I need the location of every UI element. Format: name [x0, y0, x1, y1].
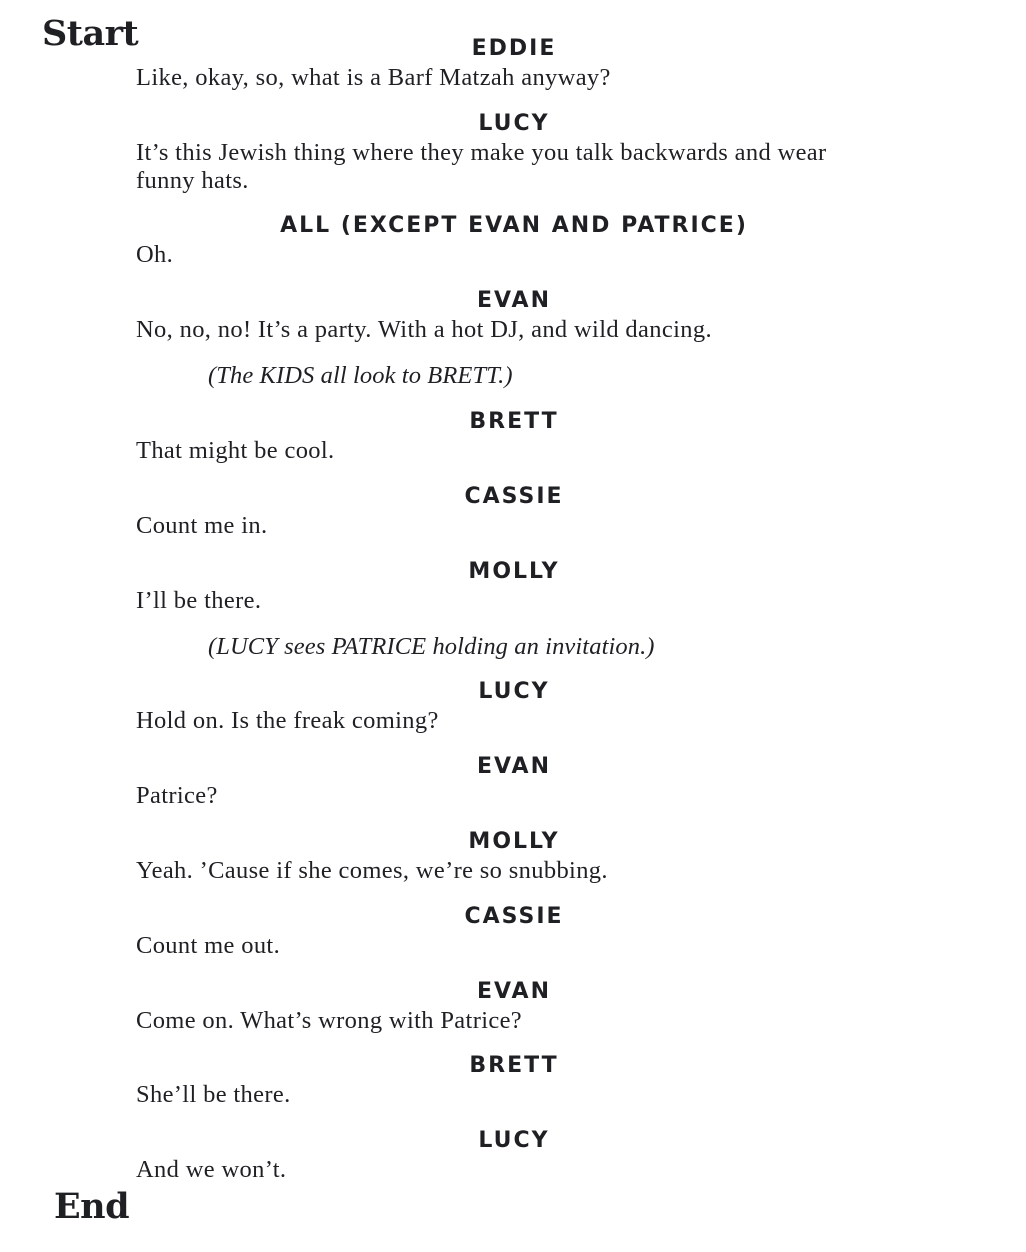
- speaker-name: LUCY: [478, 111, 550, 136]
- speaker-name: LUCY: [478, 1128, 550, 1153]
- speaker-name: EVAN: [477, 754, 551, 779]
- speaker-name: CASSIE: [464, 484, 564, 509]
- start-marker: Start: [42, 13, 139, 54]
- speaker-name: EVAN: [477, 288, 551, 313]
- dialogue-line: No, no, no! It’s a party. With a hot DJ, and wild dancing.: [136, 316, 712, 343]
- speaker-name: CASSIE: [464, 904, 564, 929]
- dialogue-line: Hold on. Is the freak coming?: [136, 707, 439, 734]
- speaker-name: EDDIE: [471, 36, 557, 61]
- dialogue-line: That might be cool.: [136, 437, 335, 464]
- end-marker: End: [54, 1186, 130, 1227]
- speaker-name: LUCY: [478, 679, 550, 704]
- dialogue-line: It’s this Jewish thing where they make you talk backwards and wear funny hats.: [136, 139, 827, 194]
- dialogue-line: Oh.: [136, 241, 174, 268]
- speaker-name: BRETT: [469, 409, 559, 434]
- dialogue-line: Come on. What’s wrong with Patrice?: [136, 1007, 523, 1034]
- speaker-name: EVAN: [477, 979, 551, 1004]
- speaker-name: ALL (EXCEPT EVAN AND PATRICE): [280, 213, 748, 238]
- stage-direction: (The KIDS all look to BRETT.): [208, 362, 513, 389]
- speaker-name: MOLLY: [468, 829, 560, 854]
- dialogue-line: I’ll be there.: [136, 587, 262, 614]
- dialogue-line: Yeah. ’Cause if she comes, we’re so snubbing.: [136, 857, 608, 884]
- speaker-name: MOLLY: [468, 559, 560, 584]
- dialogue-line: She’ll be there.: [136, 1081, 291, 1108]
- stage-direction: (LUCY sees PATRICE holding an invitation.): [208, 633, 655, 660]
- dialogue-line: And we won’t.: [136, 1156, 287, 1183]
- dialogue-line: Count me in.: [136, 512, 268, 539]
- dialogue-line: Like, okay, so, what is a Barf Matzah anyway?: [136, 64, 611, 91]
- dialogue-line: Count me out.: [136, 932, 281, 959]
- speaker-name: BRETT: [469, 1053, 559, 1078]
- dialogue-line: Patrice?: [136, 782, 218, 809]
